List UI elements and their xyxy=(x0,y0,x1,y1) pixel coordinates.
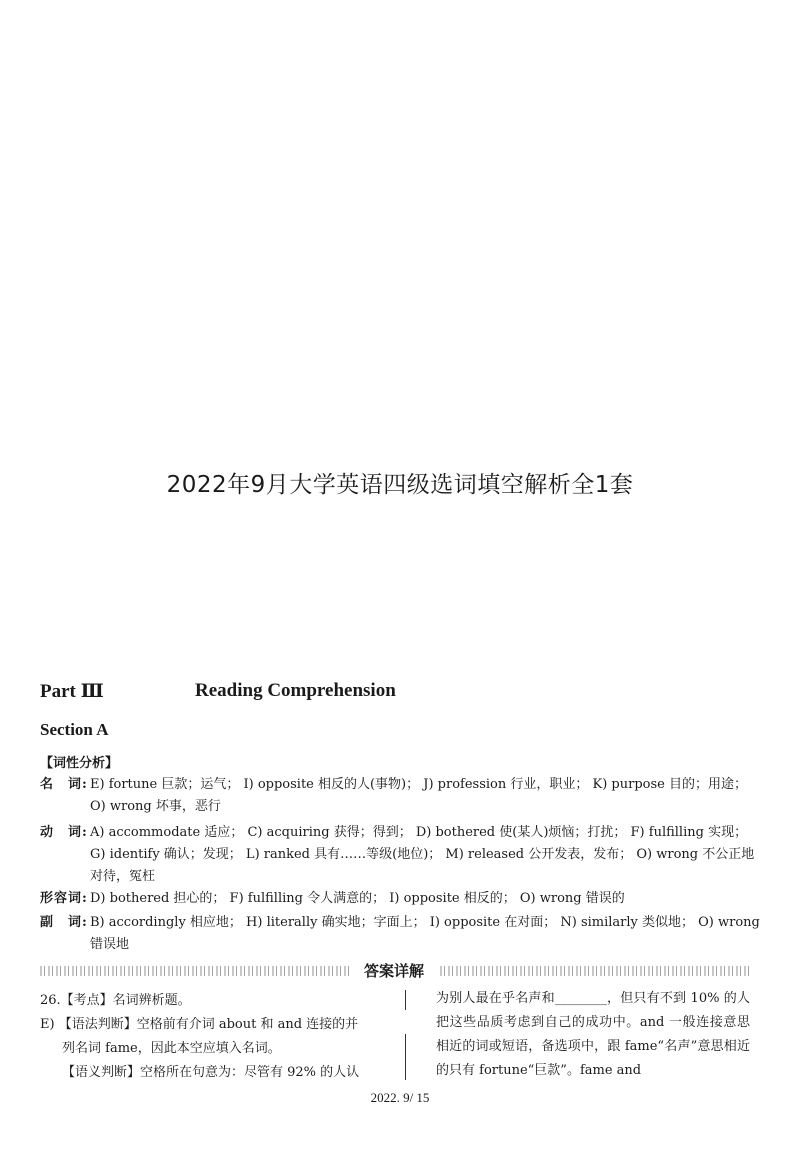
section-heading: Section A xyxy=(40,720,109,739)
answer-heading: 答案详解 xyxy=(360,960,428,981)
answer-left-column xyxy=(40,989,395,1085)
part-heading xyxy=(40,680,396,703)
pos-text: A) accommodate 适应； C) acquiring 获得；得到； D) bothered 使(某人)烦恼；打扰； F) fulfilling 实现； G) identify 确认；发现； L) ranked 具有……等级(地位)； M) released 公开发表，发布； O) wrong 不公正地对待，冤枉 xyxy=(90,825,755,884)
grammar-judgement-cont: 列名词 fame，因此本空应填入名词。 xyxy=(62,1041,281,1056)
question-title: 26.【考点】名词辨析题。 xyxy=(40,993,191,1008)
banner-decoration xyxy=(440,966,750,976)
column-divider xyxy=(405,990,406,1010)
grammar-judgement: E) 【语法判断】空格前有介词 about 和 and 连接的并 xyxy=(40,1017,359,1032)
part-label: Part Ⅲ xyxy=(40,681,104,702)
semantic-judgement: 【语义判断】空格所在句意为：尽管有 92% 的人认 xyxy=(62,1065,360,1080)
column-divider xyxy=(405,1034,406,1080)
pos-entry-adjective xyxy=(40,888,760,910)
analysis-heading: 【词性分析】 xyxy=(40,756,119,771)
pos-label: 动 词: xyxy=(40,825,88,840)
banner-decoration xyxy=(40,966,352,976)
pos-entry-adverb xyxy=(40,912,760,956)
pos-entry-verb xyxy=(40,822,760,888)
pos-label: 形容词: xyxy=(40,891,88,906)
pos-text: D) bothered 担心的； F) fulfilling 令人满意的； I) opposite 相反的； O) wrong 错误的 xyxy=(90,891,625,906)
pos-entry-noun xyxy=(40,774,760,818)
answer-right-column: 为别人最在乎名声和________，但只有不到 10% 的人把这些品质考虑到自己的成功中。and 一般连接意思相近的词或短语，备选项中，跟 fame“名声”意思相近的只有 fortune“巨款”。fame and xyxy=(436,991,750,1078)
part-title: Reading Comprehension xyxy=(195,680,396,701)
pos-text: E) fortune 巨款；运气； I) opposite 相反的人(事物)； J) profession 行业，职业； K) purpose 目的；用途； O) wrong 坏事，恶行 xyxy=(90,777,747,814)
page-number: 2022. 9/ 15 xyxy=(370,1090,430,1105)
pos-text: B) accordingly 相应地； H) literally 确实地；字面上； I) opposite 在对面； N) similarly 类似地； O) wrong 错误地 xyxy=(90,915,760,952)
document-title: 2022年9月大学英语四级选词填空解析全1套 xyxy=(166,472,634,498)
pos-label: 名 词: xyxy=(40,777,88,792)
answer-banner xyxy=(40,962,750,980)
pos-label: 副 词: xyxy=(40,915,88,930)
